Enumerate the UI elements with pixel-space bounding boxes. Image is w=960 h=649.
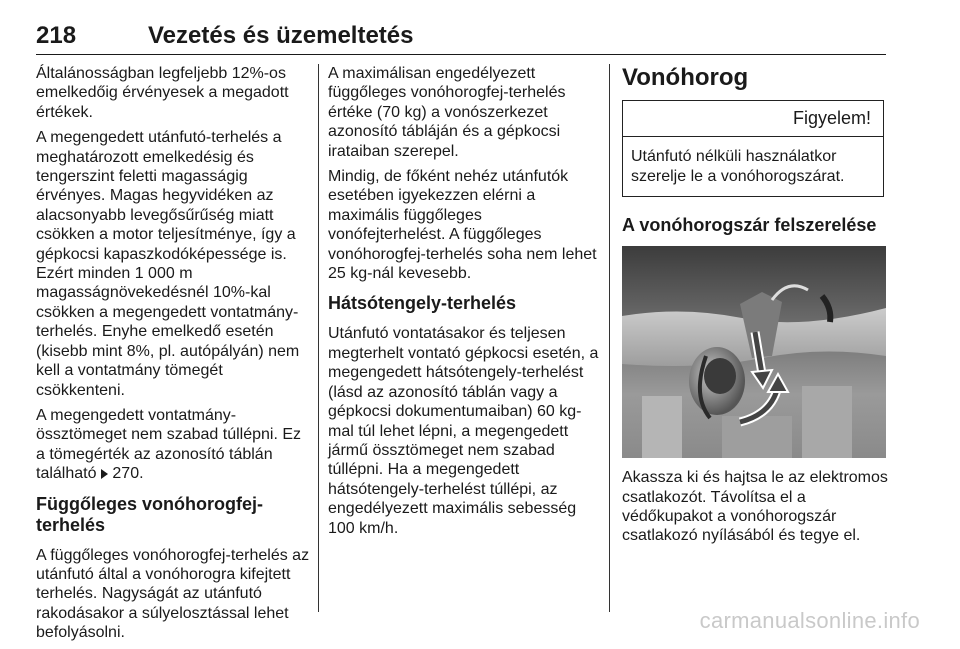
paragraph-max-gross-weight xyxy=(36,406,310,484)
column-divider-2 xyxy=(609,64,610,612)
paragraph-vertical-load-definition: A függőleges vonóhorogfej-terhelés az utánfutó által a vonóhorogra kifejtett terhelés. Nagyságát az utánfutó rakodásakor a súlyelosztással lehet befolyásolni. xyxy=(36,546,310,642)
column-2 xyxy=(328,64,602,544)
column-divider-1 xyxy=(318,64,319,612)
paragraph-heavy-trailer: Mindig, de főként nehéz utánfutók esetében igyekezzen elérni a maximális függőleges vonófejterhelést. A függőleges vonóhorogfej-terhelés soha nem lehet 25 kg-nál kevesebb. xyxy=(328,168,597,283)
warning-box xyxy=(622,100,884,197)
heading-vertical-load: Függőleges vonóhorogfej-terhelés xyxy=(36,493,263,535)
page-number: 218 xyxy=(36,22,77,49)
paragraph-slope-values: Általánosságban legfeljebb 12%-os emelkedőig érvényesek a megadott értékek. xyxy=(36,65,289,121)
page-header xyxy=(36,20,886,55)
page-ref-link[interactable]: 270. xyxy=(112,465,144,483)
column-1 xyxy=(36,64,310,649)
section-title-towbar: Vonóhorog xyxy=(622,64,749,91)
towbar-socket-illustration xyxy=(622,246,886,458)
column-3 xyxy=(622,64,888,552)
paragraph-connector-instructions: Akassza ki és hajtsa le az elektromos csatlakozót. Távolítsa el a védőkupakot a vonóhorogszár csatlakozó nyílásából és tegye el. xyxy=(622,469,888,545)
paragraph-max-gross-weight-text: A megengedett vontatmány-össztömeget nem szabad túllépni. Ez a tömegérték az azonosító táblán található xyxy=(36,406,302,483)
paragraph-max-vertical-load: A maximálisan engedélyezett függőleges vonóhorogfej-terhelés értéke (70 kg) a vonószerkezet azonosító tábláján és a gépkocsi irataiban szerepel. xyxy=(328,65,566,160)
paragraph-rear-axle-load: Utánfutó vontatásakor és teljesen megterhelt vontató gépkocsi esetén, a megengedett hátsótengely-terhelést (lásd az azonosító táblán vagy a gépkocsi dokumentumaiban) 60 kg-mal túl lehet lépni, a megengedett jármű össztömeget nem szabad túllépni. Ha a megengedett hátsótengely-terhelést túllépi, az engedélyezett maximális sebesség 100 km/h. xyxy=(328,325,599,537)
heading-towbar-fitting: A vonóhorogszár felszerelése xyxy=(622,215,877,236)
warning-text: Utánfutó nélküli használatkor szerelje le a vonóhorogszárat. xyxy=(631,148,845,185)
watermark: carmanualsonline.info xyxy=(699,608,920,633)
chapter-title: Vezetés és üzemeltetés xyxy=(148,22,414,49)
towbar-socket-illustration-svg xyxy=(622,246,886,458)
heading-rear-axle-load: Hátsótengely-terhelés xyxy=(328,293,517,314)
warning-title: Figyelem! xyxy=(623,101,883,137)
paragraph-altitude-load: A megengedett utánfutó-terhelés a meghatározott emelkedésig és tengerszint feletti magasságig érvényes. Magas hegyvidéken az alacsonyabb levegősűrűség miatt csökken a motor teljesítménye, így a gépkocsi kapaszkodóképessége is. Ezért minden 1 000 m magasságnövekedésnél 10%-kal csökken a megengedett vontatmány-terhelés. Enyhe emelkedő esetén (kisebb mint 8%, pl. autópályán) nem kell a vontatmány tömegét csökkenteni. xyxy=(36,129,300,399)
page-ref-triangle-icon[interactable] xyxy=(101,469,108,479)
